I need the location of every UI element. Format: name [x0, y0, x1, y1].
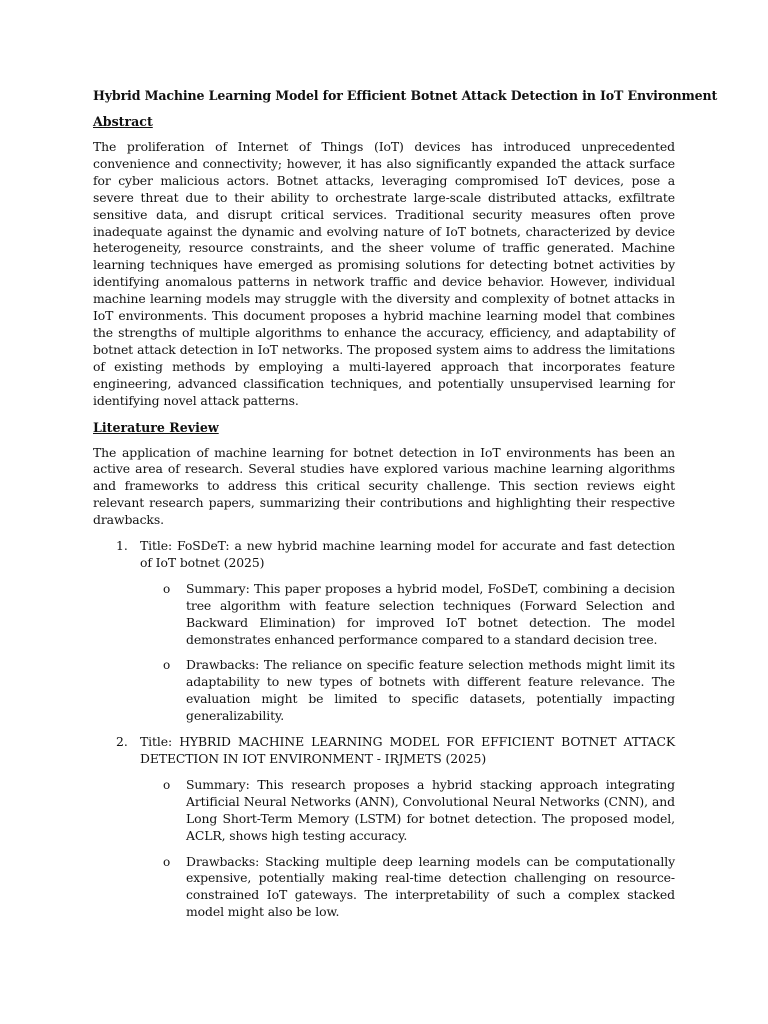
paper-drawbacks: Drawbacks: The reliance on specific feature selection methods might limit its adaptability to new types of botnets with different feature relevance. The evaluation might be limited to specific datasets, potentially impacting generalizability. [186, 657, 675, 724]
paper-drawbacks-item [140, 657, 675, 725]
paper-item [93, 734, 675, 921]
paper-drawbacks: Drawbacks: Stacking multiple deep learning models can be computationally expensive, potentially making real-time detection challenging on resource-constrained IoT gateways. The interpretability of such a complex stacked model might also be low. [186, 853, 675, 920]
paper-summary-item [140, 777, 675, 845]
paper-details [140, 777, 675, 921]
bullet-icon: o [163, 854, 171, 869]
paper-number: 2. [116, 734, 128, 750]
bullet-icon: o [163, 658, 171, 673]
document-title: Hybrid Machine Learning Model for Efficient Botnet Attack Detection in IoT Environment [93, 88, 718, 103]
paper-drawbacks-item [140, 854, 675, 922]
literature-review-intro: The application of machine learning for botnet detection in IoT environments has been an active area of research. Several studies have explored various machine learning algorithms and frameworks to address this critical security challenge. This section reviews eight relevant research papers, summarizing their contributions and highlighting their respective drawbacks. [93, 444, 675, 528]
paper-title: Title: HYBRID MACHINE LEARNING MODEL FOR EFFICIENT BOTNET ATTACK DETECTION IN IOT ENVIRONMENT - IRJMETS (2025) [140, 734, 675, 766]
paper-list [93, 538, 675, 921]
paper-details [140, 581, 675, 725]
paper-summary: Summary: This research proposes a hybrid stacking approach integrating Artificial Neural Networks (ANN), Convolutional Neural Networks (CNN), and Long Short-Term Memory (LSTM) for botnet detection. The proposed model, ACLR, shows high testing accuracy. [186, 776, 675, 843]
abstract-text: The proliferation of Internet of Things (IoT) devices has introduced unprecedented convenience and connectivity; however, it has also significantly expanded the attack surface for cyber malicious actors. Botnet attacks, leveraging compromised IoT devices, pose a severe threat due to their ability to orchestrate large-scale distributed attacks, exfiltrate sensitive data, and disrupt critical services. Traditional security measures often prove inadequate against the dynamic and evolving nature of IoT botnets, characterized by device heterogeneity, resource constraints, and the sheer volume of traffic generated. Machine learning techniques have emerged as promising solutions for detecting botnet activities by identifying anomalous patterns in network traffic and device behavior. However, individual machine learning models may struggle with the diversity and complexity of botnet attacks in IoT environments. This document proposes a hybrid machine learning model that combines the strengths of multiple algorithms to enhance the accuracy, efficiency, and adaptability of botnet attack detection in IoT networks. The proposed system aims to address the limitations of existing methods by employing a multi-layered approach that incorporates feature engineering, advanced classification techniques, and potentially unsupervised learning for identifying novel attack patterns. [93, 139, 675, 408]
bullet-icon: o [163, 581, 171, 596]
paper-title: Title: FoSDeT: a new hybrid machine learning model for accurate and fast detection of IoT botnet (2025) [140, 538, 675, 570]
paper-item [93, 538, 675, 725]
literature-review-heading: Literature Review [93, 419, 219, 435]
paper-summary-item [140, 581, 675, 649]
paper-summary: Summary: This paper proposes a hybrid model, FoSDeT, combining a decision tree algorithm with feature selection techniques (Forward Selection and Backward Elimination) for improved IoT botnet detection. The model demonstrates enhanced performance compared to a standard decision tree. [186, 580, 675, 647]
paper-number: 1. [116, 538, 128, 554]
abstract-heading: Abstract [93, 114, 153, 129]
bullet-icon: o [163, 777, 171, 792]
